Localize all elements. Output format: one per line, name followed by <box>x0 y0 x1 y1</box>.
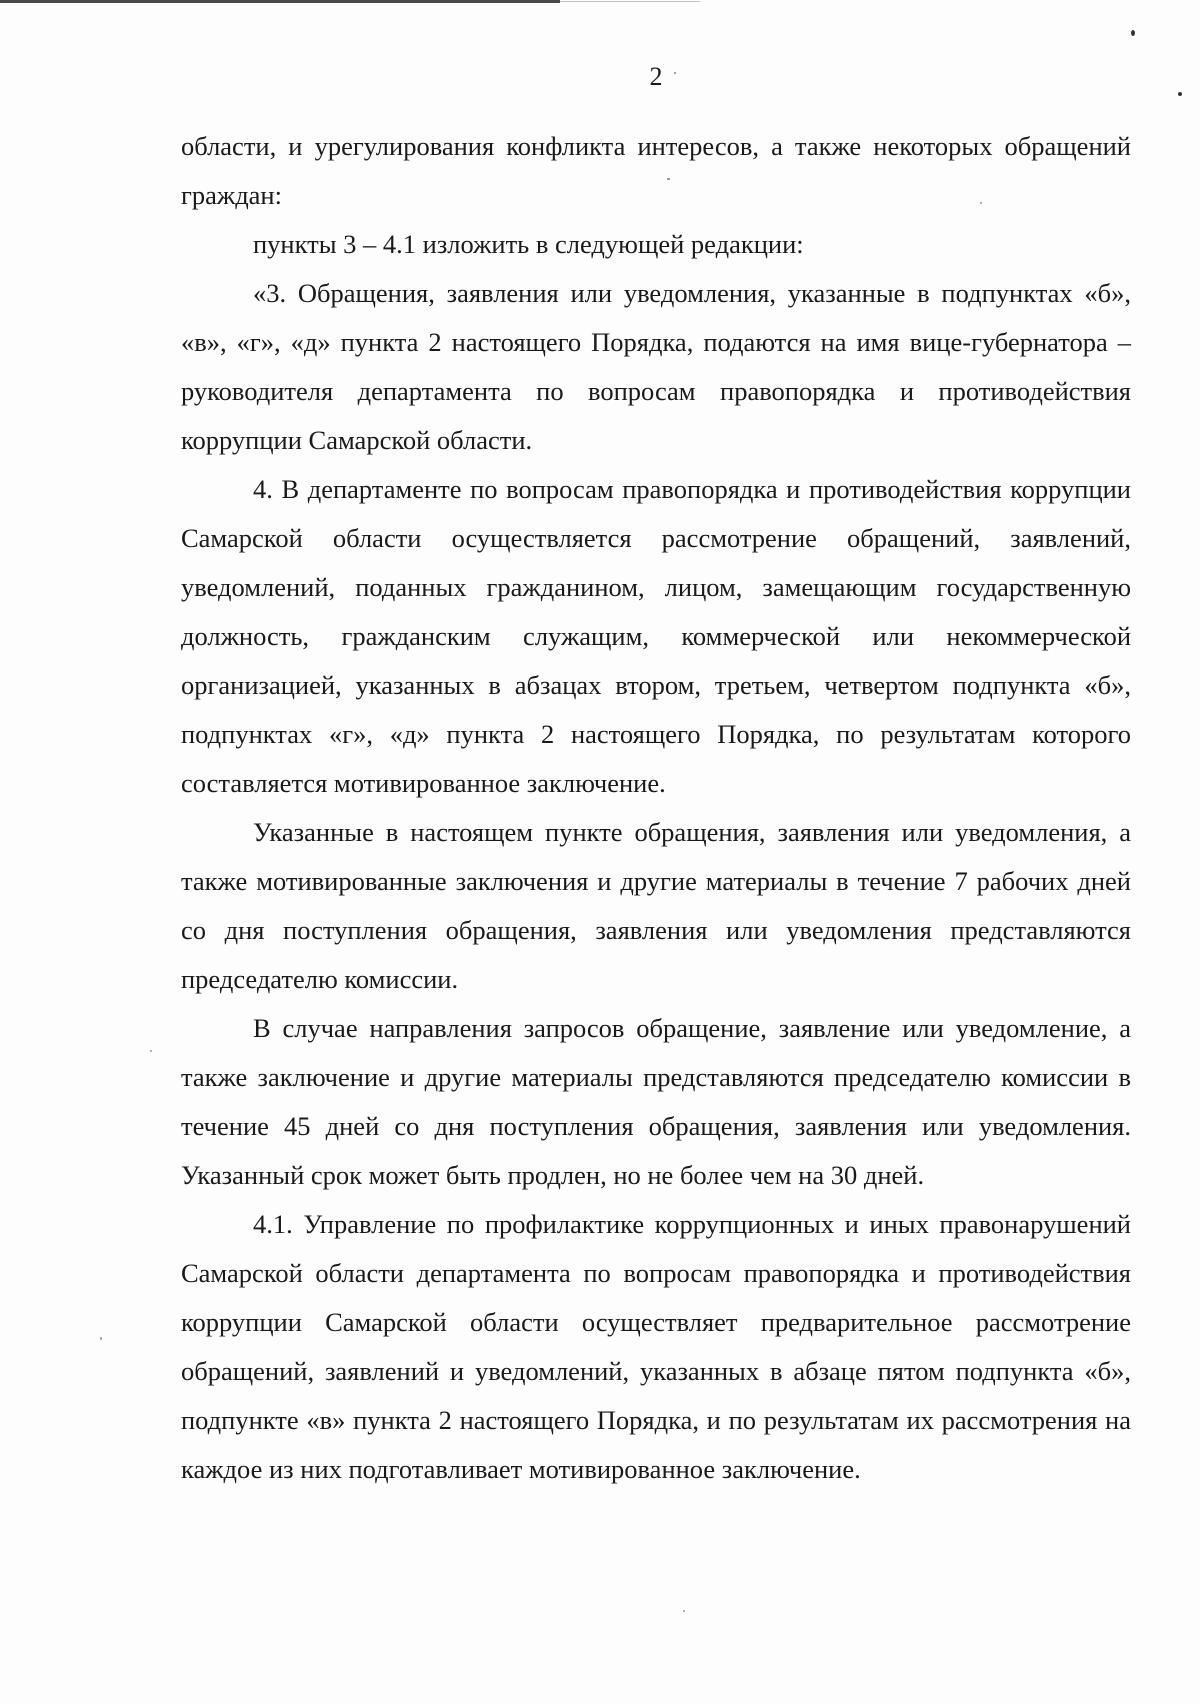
paragraph: В случае направления запросов обращение, заявление или уведомление, а также заключение и другие материалы представляются председателю комиссии в течение 45 дней со дня поступления обращения, заявления или уведомления. Указанный срок может быть продлен, но не более чем на 30 дней. <box>181 1013 1131 1190</box>
paragraph: 4. В департаменте по вопросам правопорядка и противодействия коррупции Самарской области осуществляется рассмотрение обращений, заявлений, уведомлений, поданных гражданином, лицом, замещающим государственную должность, гражданским служащим, коммерческой или некоммерческой организацией, указанных в абзацах втором, третьем, четвертом подпункта «б», подпунктах «г», «д» пункта 2 настоящего Порядка, по результатам которого составляется мотивированное заключение. <box>181 474 1131 798</box>
paragraph: пункты 3 – 4.1 изложить в следующей редакции: <box>253 229 804 259</box>
paragraph: Указанные в настоящем пункте обращения, заявления или уведомления, а также мотивированные заключения и другие материалы в течение 7 рабочих дней со дня поступления обращения, заявления или уведомления представляются председателю комиссии. <box>181 817 1131 994</box>
scan-edge-mark <box>560 1 700 2</box>
scan-speck <box>1131 30 1135 36</box>
scan-speck <box>100 1337 102 1340</box>
scan-edge-mark <box>0 0 560 3</box>
paragraph: области, и урегулирования конфликта интересов, а также некоторых обращений граждан: <box>181 131 1131 210</box>
paragraph: «3. Обращения, заявления или уведомления, указанные в подпунктах «б», «в», «г», «д» пункта 2 настоящего Порядка, подаются на имя вице-губернатора – руководителя департамента по вопросам правопорядка и противодействия коррупции Самарской области. <box>181 278 1131 455</box>
scan-speck <box>150 1050 152 1052</box>
paragraph: 4.1. Управление по профилактике коррупционных и иных правонарушений Самарской области департамента по вопросам правопорядка и противодействия коррупции Самарской области осуществляет предварительное рассмотрение обращений, заявлений и уведомлений, указанных в абзаце пятом подпункта «б», подпункте «в» пункта 2 настоящего Порядка, и по результатам их рассмотрения на каждое из них подготавливает мотивированное заключение. <box>181 1209 1131 1484</box>
scan-speck <box>1178 92 1182 96</box>
page-number: 2 <box>649 62 663 91</box>
scan-speck <box>683 1610 685 1612</box>
document-body <box>181 122 1131 1494</box>
